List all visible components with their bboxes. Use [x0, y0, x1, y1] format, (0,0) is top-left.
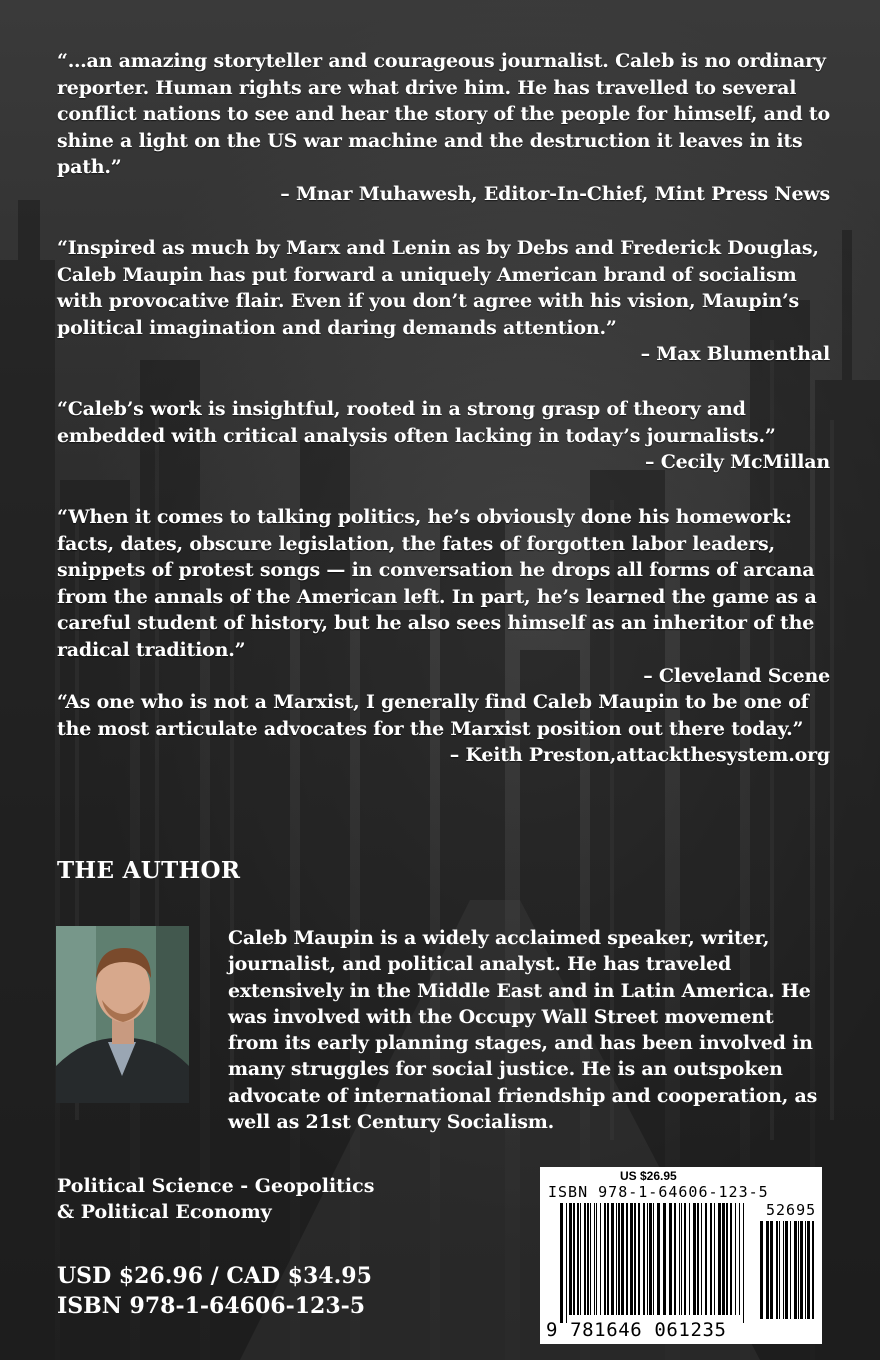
quote-text: “As one who is not a Marxist, I generally find Caleb Maupin to be one of the most articulate advocates for the Marxist position out there today.”: [57, 691, 809, 740]
quote-cleveland-scene: [57, 504, 830, 690]
barcode-digits: 9 781646 061235: [546, 1319, 727, 1341]
quote-preston: [57, 689, 830, 769]
author-photo: [56, 926, 189, 1103]
quote-text: “…an amazing storyteller and courageous journalist. Caleb is no ordinary reporter. Human rights are what drive him. He has travelled to several conflict nations to see and hear the story of the people for himself, and to shine a light on the US war machine and the destruction it leaves in its path.”: [57, 50, 830, 178]
quote-attribution: – Mnar Muhawesh, Editor-In-Chief, Mint Press News: [280, 182, 830, 205]
author-heading: THE AUTHOR: [57, 857, 241, 884]
quote-text: “Caleb’s work is insightful, rooted in a strong grasp of theory and embedded with critical analysis often lacking in today’s journalists.”: [57, 398, 776, 447]
barcode-price-label: US $26.95: [620, 1169, 677, 1183]
author-portrait-icon: [56, 926, 189, 1103]
quote-attribution: – Cecily McMillan: [645, 451, 830, 473]
quote-blumenthal: [57, 235, 830, 368]
barcode-bars-icon: [540, 1167, 822, 1344]
barcode-supplement-number: 52695: [766, 1201, 817, 1219]
book-category: Political Science - Geopolitics & Political Economy: [57, 1175, 375, 1223]
book-isbn: ISBN 978-1-64606-123-5: [57, 1293, 366, 1319]
isbn-barcode: [540, 1167, 822, 1344]
quote-text: “When it comes to talking politics, he’s obviously done his homework: facts, dates, obscure legislation, the fates of forgotten labor leaders, snippets of protest songs — in conversation he drops all forms of arcana from the annals of the American left. In part, he’s learned the game as a careful student of history, but he also sees himself as an inheritor of the radical tradition.”: [57, 506, 817, 661]
book-price: USD $26.96 / CAD $34.95: [57, 1263, 372, 1289]
barcode-isbn-label: ISBN 978-1-64606-123-5: [548, 1183, 769, 1201]
author-bio: Caleb Maupin is a widely acclaimed speaker, writer, journalist, and political analyst. He has traveled extensively in the Middle East and in Latin America. He was involved with the Occupy Wall Street movement from its early planning stages, and has been involved in many struggles for social justice. He is an outspoken advocate of international friendship and cooperation, as well as 21st Century Socialism.: [228, 927, 818, 1134]
quote-text: “Inspired as much by Marx and Lenin as by Debs and Frederick Douglas, Caleb Maupin has put forward a uniquely American brand of socialism with provocative flair. Even if you don’t agree with his vision, Maupin’s political imagination and daring demands attention.”: [57, 237, 819, 339]
quote-attribution: – Max Blumenthal: [640, 343, 830, 365]
quote-mcmillan: [57, 396, 830, 476]
quote-attribution: – Cleveland Scene: [643, 665, 830, 687]
quote-muhawesh: [57, 48, 830, 207]
quote-attribution: – Keith Preston,attackthesystem.org: [449, 744, 830, 766]
